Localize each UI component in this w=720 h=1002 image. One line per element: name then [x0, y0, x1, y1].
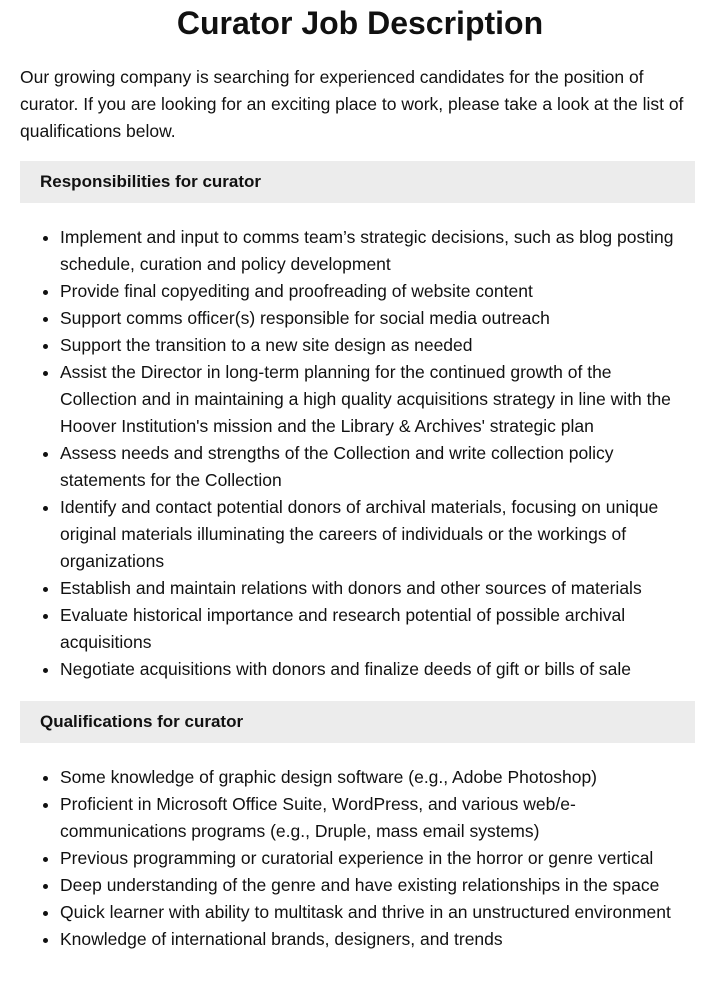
list-item: • Quick learner with ability to multitask and thrive in an unstructured environment — [60, 899, 700, 926]
list-item: • Knowledge of international brands, designers, and trends — [60, 926, 700, 953]
list-item: • Evaluate historical importance and research potential of possible archival acquisitions — [60, 602, 700, 656]
page-title: Curator Job Description — [176, 5, 544, 41]
list-item: • Negotiate acquisitions with donors and finalize deeds of gift or bills of sale — [60, 656, 700, 683]
list-item: • Assist the Director in long-term planning for the continued growth of the Collection and in maintaining a high quality acquisitions strategy in line with the Hoover Institution's mission and the Library & Archives' strategic plan — [60, 359, 700, 440]
list-item: • Support comms officer(s) responsible for social media outreach — [60, 305, 700, 332]
list-item: • Assess needs and strengths of the Collection and write collection policy statements for the Collection — [60, 440, 700, 494]
list-item: • Identify and contact potential donors of archival materials, focusing on unique original materials illuminating the careers of individuals or the workings of organizations — [60, 494, 700, 575]
list-item: • Implement and input to comms team’s strategic decisions, such as blog posting schedule, curation and policy development — [60, 224, 700, 278]
list-item: • Establish and maintain relations with donors and other sources of materials — [60, 575, 700, 602]
list-item: • Previous programming or curatorial experience in the horror or genre vertical — [60, 845, 700, 872]
list-item: • Proficient in Microsoft Office Suite, WordPress, and various web/e-communications programs (e.g., Druple, mass email systems) — [60, 791, 700, 845]
list-item: • Support the transition to a new site design as needed — [60, 332, 700, 359]
qualifications-list — [0, 764, 700, 953]
list-item: • Deep understanding of the genre and have existing relationships in the space — [60, 872, 700, 899]
list-item: • Some knowledge of graphic design software (e.g., Adobe Photoshop) — [60, 764, 700, 791]
responsibilities-list — [0, 224, 700, 683]
responsibilities-heading: Responsibilities for curator — [20, 161, 695, 203]
list-item: • Provide final copyediting and proofreading of website content — [60, 278, 700, 305]
qualifications-heading: Qualifications for curator — [20, 701, 695, 743]
intro-paragraph: Our growing company is searching for experienced candidates for the position of curator. If you are looking for an exciting place to work, please take a look at the list of qualifications below. — [20, 67, 684, 141]
